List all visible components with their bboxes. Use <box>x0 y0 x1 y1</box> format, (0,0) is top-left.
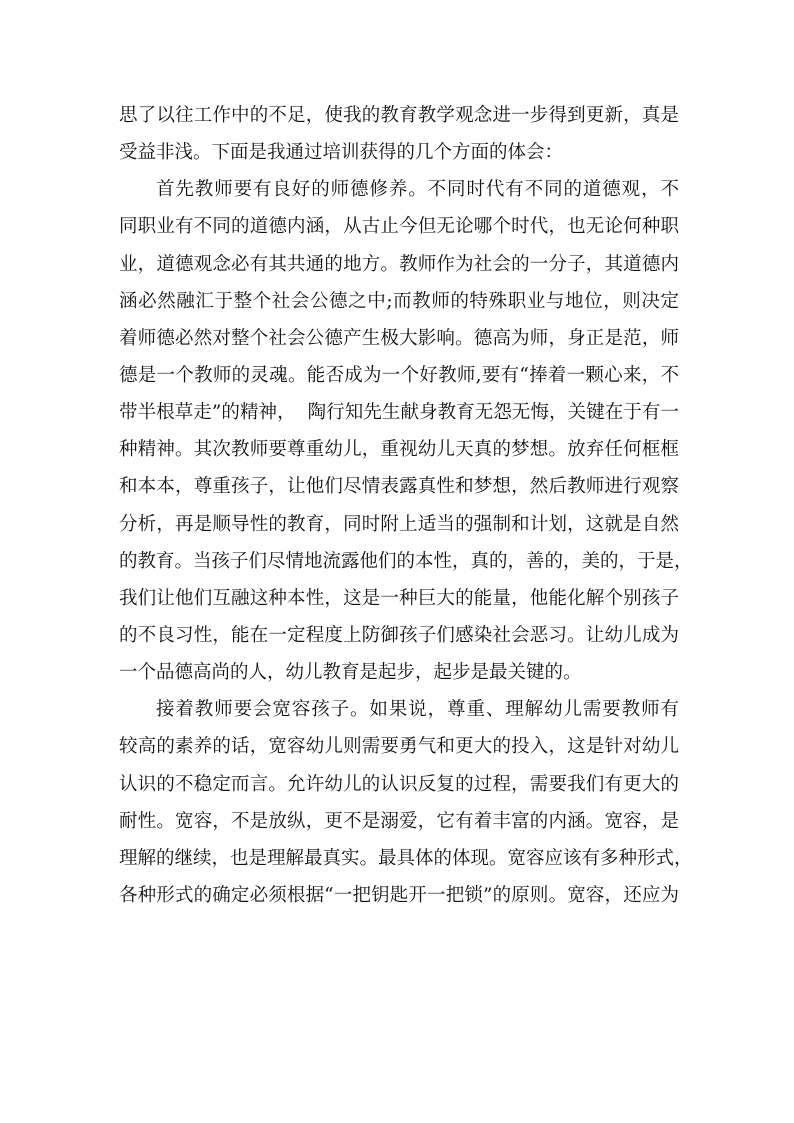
text-line: 分析，再是顺导性的教育，同时附上适当的强制和计划，这就是自然 <box>119 513 679 535</box>
paragraph-start-line: 接着教师要会宽容孩子。如果说，尊重、理解幼儿需要教师有 <box>156 699 679 721</box>
text-line: 思了以往工作中的不足，使我的教育教学观念进一步得到更新，真是 <box>119 105 679 126</box>
text-line: 涵必然融汇于整个社会公德之中;而教师的特殊职业与地位，则决定 <box>119 290 679 312</box>
text-line: 种精神。其次教师要尊重幼儿，重视幼儿天真的梦想。放弃任何框框 <box>119 439 679 461</box>
body-text <box>119 97 693 914</box>
text-line: 受益非浅。下面是我通过培训获得的几个方面的体会： <box>119 142 564 164</box>
text-line: 耐性。宽容，不是放纵，更不是溺爱，它有着丰富的内涵。宽容，是 <box>119 810 679 832</box>
text-line: 认识的不稳定而言。允许幼儿的认识反复的过程，需要我们有更大的 <box>119 773 679 795</box>
text-line: 一个品德高尚的人，幼儿教育是起步，起步是最关键的。 <box>119 662 582 684</box>
text-line: 的教育。当孩子们尽情地流露他们的本性，真的，善的，美的，于是， <box>119 550 693 572</box>
text-line: 业，道德观念必有其共通的地方。教师作为社会的一分子，其道德内 <box>119 253 679 275</box>
text-line: 和本本，尊重孩子，让他们尽情表露真性和梦想，然后教师进行观察 <box>119 476 679 498</box>
paragraph-start-line: 首先教师要有良好的师德修养。不同时代有不同的道德观，不 <box>156 179 679 201</box>
text-line: 德是一个教师的灵魂。能否成为一个好教师,要有“捧着一颗心来，不 <box>119 364 679 386</box>
text-line: 各种形式的确定必须根据“一把钥匙开一把锁”的原则。宽容，还应为 <box>119 884 679 906</box>
text-line: 的不良习性，能在一定程度上防御孩子们感染社会恶习。让幼儿成为 <box>119 624 679 646</box>
text-line: 着师德必然对整个社会公德产生极大影响。德高为师，身正是范，师 <box>119 327 679 349</box>
text-line: 较高的素养的话，宽容幼儿则需要勇气和更大的投入，这是针对幼儿 <box>119 736 679 758</box>
text-line: 我们让他们互融这种本性，这是一种巨大的能量，他能化解个别孩子 <box>119 587 679 609</box>
text-line: 带半根草走”的精神， 陶行知先生献身教育无怨无悔，关键在于有一 <box>119 402 679 424</box>
text-line: 理解的继续，也是理解最真实。最具体的体现。宽容应该有多种形式， <box>119 847 693 869</box>
text-line: 同职业有不同的道德内涵，从古止今但无论哪个时代，也无论何种职 <box>119 216 679 238</box>
